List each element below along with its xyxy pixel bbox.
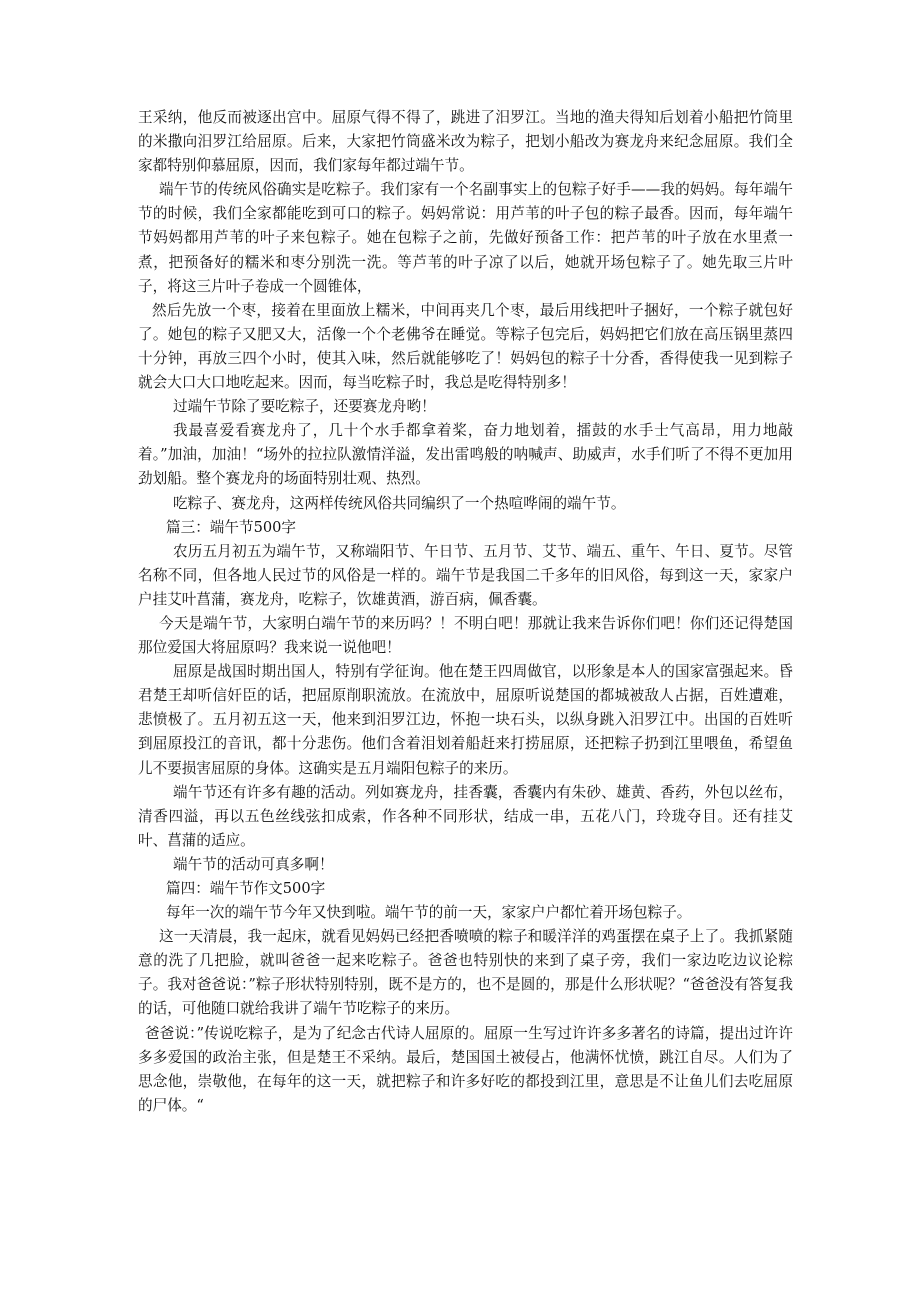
- paragraph: 端午节的传统风俗确实是吃粽子。我们家有一个名副事实上的包粽子好手——我的妈妈。每年端午节的时候，我们全家都能吃到可口的粽子。妈妈常说：用芦苇的叶子包的粽子最香。因而，每年端午节妈妈都用芦苇的叶子来包粽子。她在包粽子之前，先做好预备工作：把芦苇的叶子放在水里煮一煮，把预备好的糯米和枣分别洗一洗。等芦苇的叶子凉了以后，她就开场包粽子了。她先取三片叶子，将这三片叶子卷成一个圆锥体，: [138, 181, 793, 295]
- paragraph: 端午节的活动可真多啊！: [173, 855, 334, 873]
- paragraph: 吃粽子、赛龙舟，这两样传统风俗共同编织了一个热喧哗闹的端午节。: [173, 494, 626, 512]
- paragraph: 农历五月初五为端午节，又称端阳节、午日节、五月节、艾节、端五、重午、午日、夏节。尽管名称不同，但各地人民过节的风俗是一样的。端午节是我国二千多年的旧风俗，每到这一天，家家户户挂艾叶菖蒲，赛龙舟，吃粽子，饮雄黄酒，游百病，佩香囊。: [138, 542, 793, 608]
- paragraph: 王采纳，他反而被逐出宫中。屈原气得不得了，跳进了汨罗江。当地的渔夫得知后划着小船把竹筒里的米撒向汨罗江给屈原。后来，大家把竹筒盛米改为粽子，把划小船改为赛龙舟来纪念屈原。我们全家都特别仰慕屈原，因而，我们家每年都过端午节。: [138, 109, 793, 175]
- paragraph: 端午节还有许多有趣的活动。列如赛龙舟，挂香囊，香囊内有朱砂、雄黄、香药，外包以丝布，清香四溢，再以五色丝线弦扣成索，作各种不同形状，结成一串，五花八门，玲珑夺目。还有挂艾叶、菖蒲的适应。: [138, 783, 793, 849]
- section-heading: 篇四：端午节作文500字: [166, 880, 326, 897]
- paragraph: 屈原是战国时期出国人，特别有学征询。他在楚王四周做官，以形象是本人的国家富强起来。昏君楚王却听信奸臣的话，把屈原削职流放。在流放中，屈原听说楚国的都城被敌人占据，百姓遭难，悲愤极了。五月初五这一天，他来到汨罗江边，怀抱一块石头，以纵身跳入汨罗江中。出国的百姓听到屈原投江的音讯，都十分悲伤。他们含着泪划着船赶来打捞屈原，还把粽子扔到江里喂鱼，希望鱼儿不要损害屈原的身体。这确实是五月端阳包粽子的来历。: [138, 663, 793, 777]
- paragraph: 爸爸说：”传说吃粽子，是为了纪念古代诗人屈原的。屈原一生写过许许多多著名的诗篇，提出过许许多多爱国的政治主张，但是楚王不采纳。最后，楚国国土被侵占，他满怀忧愤，跳江自尽。人们为了思念他，崇敬他，在每年的这一天，就把粽子和许多好吃的都投到江里，意思是不让鱼儿们去吃屈原的尸体。“: [138, 1024, 793, 1114]
- paragraph: 每年一次的端午节今年又快到啦。端午节的前一天，家家户户都忙着开场包粽子。: [166, 904, 692, 922]
- paragraph: 这一天清晨，我一起床，就看见妈妈已经把香喷喷的粽子和暖洋洋的鸡蛋摆在桌子上了。我抓紧随意的洗了几把脸，就叫爸爸一起来吃粽子。爸爸也特别快的来到了桌子旁，我们一家边吃边议论粽子。我对爸爸说：”粽子形状特别特别，既不是方的，也不是圆的，那是什么形状呢？“爸爸没有答复我的话，可他随口就给我讲了端午节吃粽子的来历。: [138, 928, 793, 1018]
- paragraph: 今天是端午节，大家明白端午节的来历吗？！不明白吧！那就让我来告诉你们吧！你们还记得楚国那位爱国大将屈原吗？我来说一说他吧！: [138, 614, 793, 657]
- paragraph: 我最喜爱看赛龙舟了，几十个水手都拿着桨，奋力地划着，擂鼓的水手士气高昂，用力地敲着。”加油，加油！“场外的拉拉队激情洋溢，发出雷鸣般的呐喊声、助威声，水手们听了不得不更加用劲划船。整个赛龙舟的场面特别壮观、热烈。: [138, 422, 793, 488]
- section-heading: 篇三：端午节500字: [166, 518, 297, 536]
- paragraph: 过端午节除了要吃粽子，还要赛龙舟哟！: [173, 398, 436, 416]
- paragraph: 然后先放一个枣，接着在里面放上糯米，中间再夹几个枣，最后用线把叶子捆好，一个粽子就包好了。她包的粽子又肥又大，活像一个个老佛爷在睡觉。等粽子包完后，妈妈把它们放在高压锅里蒸四十分钟，再放三四个小时，使其入味，然后就能够吃了！妈妈包的粽子十分香，香得使我一见到粽子就会大口大口地吃起来。因而，每当吃粽子时，我总是吃得特别多！: [138, 301, 793, 392]
- document-body: [138, 106, 793, 1118]
